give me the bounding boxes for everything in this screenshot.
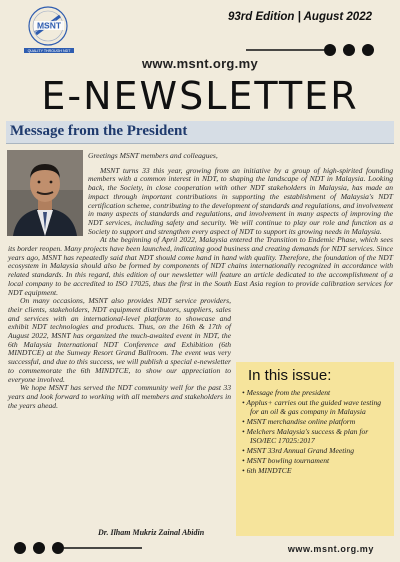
website-url-top[interactable]: www.msnt.org.my: [142, 56, 258, 71]
issue-item: • Applus+ carries out the guided wave testing for an oil & gas company in Malaysia: [242, 399, 390, 417]
newsletter-title: E-NEWSLETTER: [41, 74, 359, 118]
issue-item: • MSNT bowling tournament: [242, 457, 390, 466]
issue-item: • MSNT 33rd Annual Grand Meeting: [242, 447, 390, 456]
message-paragraph: MSNT turns 33 this year, growing from an initiative by a group of high-spirited founding members with a common interest in NDT, to shaping the landscape of NDT in Malaysia. Looking back, the Society, in close cooperation with other NDT stakeholders in Malaysia, has made an impact through important contributions in supporting the establishment of Malaysia's NDT certification scheme, contributing to the development of standards and regulations, and involvement in many aspects of standards and regulations, and involvement in many aspects of improving the NDT services, including safety and security. We will continue to play our role and function as a Society to support and strengthen every aspect of NDT to support its growing needs in Malaysia.: [88, 165, 393, 236]
edition-label: 93rd Edition | August 2022: [227, 11, 372, 23]
portrait-spacer: [8, 152, 88, 242]
section-banner: [6, 121, 394, 144]
section-heading: Message from the President: [10, 123, 188, 139]
logo-text: MSNT: [36, 20, 62, 31]
message-paragraph: We hope MSNT has served the NDT community well for the past 33 years and look forward to working with all members and stakeholders in the years ahead.: [8, 383, 231, 410]
msnt-logo: [20, 4, 82, 56]
message-paragraph: On many occasions, MSNT also provides NDT service providers, their clients, stakeholders, NDT equipment distributors, suppliers, sales and services with an international-level platform to showcase and exhibit NDT technologies and products. Thus, on the 16th & 17th of August 2022, MSNT has organized the much-awaited event in NDT, the 6th Malaysia International NDT Conference and Exhibition (6th MINDTCE) at the Sunway Resort Grand Ballroom. The event was very successful, and due to this success, we will publish a special e-newsletter to commemorate the 6th MINDTCE, to show our appreciation to everyone involved.: [8, 296, 231, 384]
signature: Dr. Ilham Mukriz Zainal Abidin: [98, 528, 205, 537]
decorative-dots-bottom: [12, 540, 142, 556]
issue-item: • Melchers Malaysia's success & plan for ISO/IEC 17025:2017: [242, 428, 390, 446]
logo-tagline: QUALITY THROUGH NDT: [27, 49, 71, 53]
message-paragraph: At the beginning of April 2022, Malaysia entered the Transition to Endemic Phase, which sees its border reopen. Many projects have been launched, indicating good business and creating demands for NDT services. Since years ago, MSNT has repeatedly said that NDT should come hand in hand with quality. Therefore, the foundation of the NDT ecosystem in Malaysia should also be formed by components of NDT chains internationally recognized in accordance with related standards. In this regard, this edition of our newsletter will feature an article dedicated to the accomplishment of a local company to be accredited to ISO 17025, thus the first in the South East Asia region to provide calibration services for NDT equipment.: [8, 235, 393, 297]
website-url-bottom[interactable]: www.msnt.org.my: [287, 544, 374, 554]
issue-item: • MSNT merchandise online platform: [242, 418, 390, 427]
issue-list: [242, 389, 390, 477]
greeting: Greetings MSNT members and colleagues,: [88, 151, 218, 160]
issue-item: • Message from the president: [242, 389, 390, 398]
in-this-issue-box: [236, 362, 394, 536]
issue-item: • 6th MINDTCE: [242, 467, 390, 476]
issue-title: In this issue:: [248, 367, 332, 384]
